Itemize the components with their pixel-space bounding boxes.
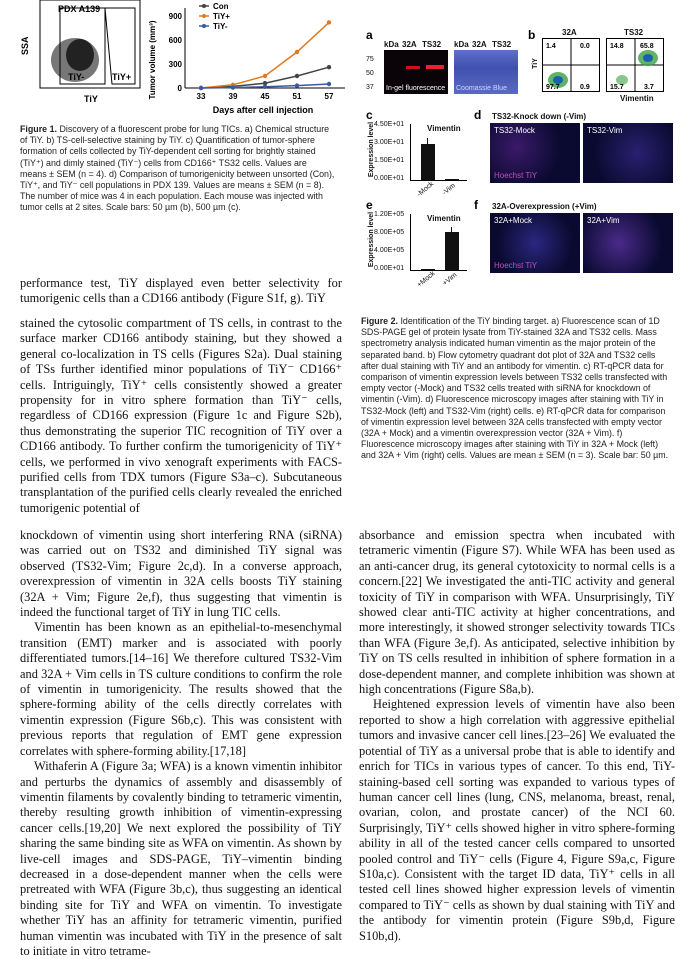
red-band-ts32 [426,65,444,69]
red-band-32a [406,66,420,69]
e-ytick-2: 4.00E+05 [374,247,405,254]
fig1-caption-text: Discovery of a fluorescent probe for lung TICs. a) Chemical structure of TiY. b) TS-cell-selective staining by TiY. c) Quantification of tumor-sphere formation of cells collected by TiY-dependent cell sorting for brightly stained (TiY⁺) and dimly stained (TiY⁻) cells from CD166⁺ TS32 cells. Values are means ± SEM (n = 4). d) Comparison of tumorigenicity between unsorted (Con), TiY⁺, and TiY⁻ cell populations in PDX 139. Values are means ± SEM (n = 8). The number of mice was 4 in each population. Each mouse was injected with tumor cells at 2 sites. Scale bars: 50 µm (b), 500 µm (c). [20,124,335,213]
gel-coomassie-label: Coomassie Blue [456,85,507,92]
fig2-panel-f-letter: f [474,198,478,212]
gel-marker-50: 50 [366,70,374,77]
left-column [20,528,342,959]
top-left-paragraph [20,276,342,307]
fig1-flow-ylabel: SSA [20,36,30,55]
fig2-panel-b-letter: b [528,28,536,42]
tumor-data-point [327,65,331,69]
tumor-xtick-label: 45 [260,92,270,101]
tumor-ytick-label: 300 [168,60,182,69]
gel-fluorescence-label: In-gel fluorescence [386,85,446,92]
c-bar-vim [445,179,459,180]
c-ytick-1: 3.00E+01 [374,139,405,146]
c-ytick-0: 4.50E+01 [374,121,405,128]
gel-fluorescence [384,50,448,94]
f-image-mock-label: 32A+Mock [494,216,533,225]
mid-left-text: stained the cytosolic compartment of TS cells, in contrast to the surface marker CD166 antibody staining, but they showed a general co-localization in TS cells (Figures S2a). Dual staining of TSs further identified minor populations of TiY⁻ CD166⁺ cells. Intriguingly, TiY⁺ cells consistently showed a greater propensity for in vitro sphere formation than TiY⁻ cells, regardless of CD166 expression (Figure 1c and Figure S2b), thus demonstrating the superior TIC recognition of TiY over a CD166 antibody. To further confirm the tumorigenicity of TiY⁺ cells, we performed in vivo xenograft experiments with FACS-purified cells from TDX tumors (Figure S3a–c). Subcutaneous transplantation of the purified cells clearly revealed the enriched tumorigenic potential of [20,316,342,515]
quad2-ur: 65.8 [640,43,654,50]
tumor-ytick-label: 600 [168,36,182,45]
gel-header-32a-1: 32A [402,40,417,49]
gel-header-kda-2: kDa [454,40,469,49]
quad-plot-ts32 [606,38,664,92]
c-ylabel: Expression level [368,121,376,178]
e-bar-area [410,214,467,271]
tumor-ytick-label: 0 [177,84,182,93]
tumor-xtick-label: 33 [196,92,206,101]
quad-title-ts32: TS32 [624,28,644,37]
tumor-xlabel: Days after cell injection [212,105,314,115]
d-image-mock [490,123,580,183]
tumor-data-point [295,50,299,54]
e-title: Vimentin [427,214,461,223]
quad2-ll: 15.7 [610,84,624,91]
quad1-lr: 0.9 [580,84,590,91]
d-image-vim-label: TS32-Vim [587,126,623,135]
fig1-caption-label: Figure 1. [20,124,57,134]
fig2-panel-a-letter: a [366,28,373,42]
tumor-data-point [295,83,299,87]
fig2-caption-label: Figure 2. [361,316,398,326]
legend-label: TiY- [213,22,228,31]
f-title: 32A-Overexpression (+Vim) [492,202,597,211]
tumor-xtick-label: 39 [228,92,238,101]
e-ytick-1: 8.00E+05 [374,229,405,236]
figure-1 [0,0,350,120]
e-ytick-0: 1.20E+05 [374,211,405,218]
left-col-para-1: knockdown of vimentin using short interfering RNA (siRNA) was carried out on TS32 and diminished TiY signal was observed (TS32-Vim; Figure 2c,d). In a converse approach, overexpression of vimentin in 32A cells boosts TiY staining (32A + Vim; Figure 2e,f), thus suggesting that vimentin is indeed the functional target of TiY in lung TIC cells. [20,528,342,620]
f-image-mock-overlay: Hoechst TiY [494,261,538,270]
legend-label: Con [213,2,229,11]
tumor-xtick-label: 51 [292,92,302,101]
gel-coomassie [454,50,518,94]
tumor-xtick-label: 57 [324,92,334,101]
e-ytick-3: 0.00E+01 [374,265,405,272]
tumor-data-point [327,82,331,86]
fig2-panel-e-letter: e [366,198,373,212]
e-errbar-vim [451,227,452,232]
quad1-ul: 1.4 [546,43,556,50]
c-title: Vimentin [427,124,461,133]
quad-xlabel: Vimentin [620,94,654,103]
top-left-text: performance test, TiY displayed even better selectivity for tumorigenic cells than a CD166 antibody (Figure S1f, g). TiY [20,276,342,306]
fig1-gate-neg: TiY- [68,72,85,82]
fig2-caption-text: Identification of the TiY binding target. a) Fluorescence scan of 1D SDS-PAGE gel of protein lysate from TiY-stained 32A and TS32 cells. Mass spectrometry analysis indicated human vimentin as the major protein of the separated band. b) Flow cytometry quadrant dot plot of 32A and TS32 cells after dual staining with TiY and an antibody for vimentin. c) RT-qPCR data for comparison of vimentin expression levels between TS32 cells transfected with empty vector (-Mock) and TS32 cells treated with siRNA for knockdown of vimentin (-Vim). d) Fluorescence microscopy images after staining with TiY in TS32-Mock (left) and TS32-Vim (right) cells. e) RT-qPCR data for comparison of vimentin expression level between 32A cells transfected with empty vector (32A + Mock) and a vimentin overexpression vector (32A + Vim). f) Fluorescence microscopy images after staining with TiY in 32A + Mock (left) and 32A + Vim (right) cells. Values are mean ± SEM (n = 3). Scale bar: 50 µm. [361,316,669,461]
tumor-data-point [263,85,267,89]
fig1-flow-gate-label: PDX A139 [58,4,101,14]
legend-marker [202,4,206,8]
right-col-para-2: Heightened expression levels of vimentin have also been reported to show a high correlation with aggressive epithelial tumors and invasive cancer cell lines.[23–26] We evaluated the potential of TiY as a universal probe that is able to identify and enrich for TICs in various types of cancer. To this end, TiY-staining-based cell sorting was expanded to various types of human cancer cell lines (lung, CNS, melanoma, breast, renal, ovarian, colon, and prostate cancer) of the NCI 60. Surprisingly, TiY⁺ cells showed higher in vitro sphere-forming ability in all of the tested cancer cells compared to unsorted pooled control and TiY⁻ cells (Figure 4, Figure S9a,c, Figure S10a,c). Consistent with the target ID data, TiY⁺ cells in all tested cell lines showed higher expression levels of vimentin compared to TiY⁻ cells as shown by dual staining with TiY and the antibody for vimentin protein (Figure S9b,d, Figure S10b,d). [359,697,675,943]
c-xtick-vim: -Vim [441,182,457,197]
gel-header-ts32-2: TS32 [492,40,512,49]
c-ytick-2: 1.50E+01 [374,157,405,164]
gel-header-ts32-1: TS32 [422,40,442,49]
legend-marker [202,14,206,18]
tumor-data-point [231,85,235,89]
fig2-panel-d-letter: d [474,108,482,122]
d-image-mock-label: TS32-Mock [494,126,535,135]
fig1-flow-plot [0,0,160,112]
e-ylabel: Expression level [368,211,376,268]
e-bar-vim [445,232,459,270]
quad-ylabel: TiY [531,58,539,69]
tumor-data-point [327,20,331,24]
fig1-caption [20,124,335,214]
tumor-data-point [263,74,267,78]
d-image-mock-overlay: Hoechst TiY [494,171,538,180]
gel-header-kda-1: kDa [384,40,399,49]
quad1-ll: 97.7 [546,84,560,91]
tumor-data-point [199,86,203,90]
mid-left-paragraph [20,316,342,516]
c-bar-area [410,124,467,181]
gel-header-32a-2: 32A [472,40,487,49]
f-image-vim [583,213,673,273]
fig2-panel-c-letter: c [366,108,373,122]
tumor-plot-area [169,2,345,101]
tumor-ylabel: Tumor volume (mm³) [148,20,157,100]
e-xtick-vim: +Vim [441,271,459,288]
quad-plot-32a [542,38,600,92]
legend-marker [202,24,206,28]
f-image-mock [490,213,580,273]
d-title: TS32-Knock down (-Vim) [492,112,587,121]
d-image-vim [583,123,673,183]
right-column [359,528,675,944]
right-col-para-1: absorbance and emission spectra when incubated with tetrameric vimentin (Figure S7). While WFA has been used as an anti-cancer drug, its general cytotoxicity to normal cells is a concern.[22] We investigated the anti-TIC activity and general toxicity of TiY in comparison with WFA. Unsurprisingly, TiY showed clear anti-TIC activity at higher concentrations, and more interestingly, it showed stronger selectivity towards TICs than WFA (Figure 3e,f). As anticipated, selective inhibition by TiY on TS cells resulted in inhibition of sphere formation in a dose-dependent manner, and complete inhibition was shown at high concentrations (Figure S8a,b). [359,528,675,697]
gel-marker-37: 37 [366,84,374,91]
quad2-ul: 14.8 [610,43,624,50]
tumor-ytick-label: 900 [168,12,182,21]
left-col-para-3: Withaferin A (Figure 3a; WFA) is a known vimentin inhibitor and perturbs the dynamics of assembly and disassembly of vimentin filaments by covalently binding to tetrameric vimentin, thereby resulting growth inhibition of vimentin-expressing cancer cells.[19,20] We next explored the possibility of TiY sharing the same binding site as WFA on vimentin. As shown by live-cell images and SDS-PAGE, TiY–vimentin binding decreased in a dose-dependent manner when the cells were pretreated with WFA (Figure 3b,c), thus suggesting an identical binding site for TiY and WFA on vimentin. To investigate whether TiY has an affinity for tetrameric vimentin, purified human vimentin was incubated with TiY in the presence of salt to initiate in vitro tetrame- [20,759,342,958]
f-image-vim-label: 32A+Vim [587,216,620,225]
fig1-tumor-chart [145,0,355,118]
figure-2 [362,22,683,292]
fig2-caption [361,316,673,462]
c-ytick-3: 0.00E+01 [374,175,405,182]
quad-title-32a: 32A [562,28,577,37]
c-errbar-mock [427,138,428,144]
gel-marker-75: 75 [366,56,374,63]
fig1-flow-xlabel: TiY [84,94,98,104]
quad1-ur: 0.0 [580,43,590,50]
fig1-gate-pos: TiY+ [112,72,132,82]
c-bar-mock [421,144,435,180]
legend-label: TiY+ [213,12,230,21]
left-col-para-2: Vimentin has been known as an epithelial-to-mesenchymal transition (EMT) marker and is associated with poorly differentiated tumors.[14–16] We therefore cultured TS32-Vim and 32A + Vim cells in TS culture conditions to confirm the role of vimentin in tumorigenicity. The results showed that the sphere-forming ability of the cells directly correlates with vimentin expression (Figure S6b,c). This was consistent with previous reports that regulation of EMT gene expression correlates with sphere-forming ability.[17,18] [20,620,342,758]
quad2-lr: 3.7 [644,84,654,91]
e-xtick-mock: +Mock [416,270,437,289]
tumor-data-point [295,74,299,78]
c-xtick-mock: -Mock [415,180,436,199]
